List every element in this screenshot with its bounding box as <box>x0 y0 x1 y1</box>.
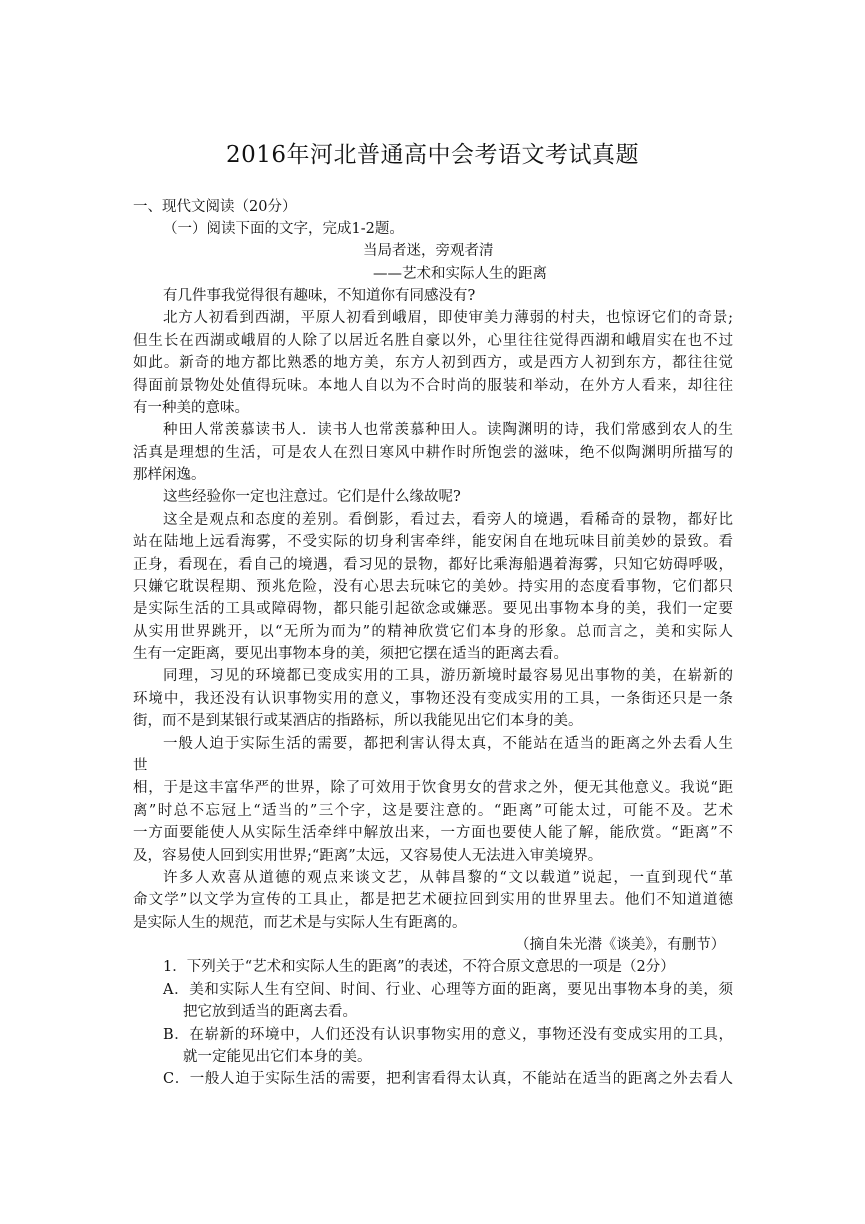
text-line: 这全是观点和态度的差别。看倒影，看过去，看旁人的境遇，看稀奇的景物，都好比 <box>163 512 733 528</box>
text-line: A．美和实际人生有空间、时间、行业、心理等方面的距离，要见出事物本身的美，须 <box>163 982 733 998</box>
text-line: 1．下列关于“艺术和实际人生的距离”的表述，不符合原文意思的一项是（2分） <box>163 959 675 975</box>
text-line: 就一定能见出它们本身的美。 <box>183 1049 372 1065</box>
instruction: （一）阅读下面的文字，完成1-2题。 <box>163 221 404 237</box>
text-line: 活真是理想的生活，可是农人在烈日寒风中耕作时所饱尝的滋味，绝不似陶渊明所描写的 <box>133 445 733 461</box>
text-line: 环境中，我还没有认识事物实用的意义，事物还没有变成实用的工具，一条街还只是一条 <box>133 691 733 707</box>
text-line: 但生长在西湖或峨眉的人除了以居近名胜自豪以外，心里往往觉得西湖和峨眉实在也不过 <box>133 333 733 349</box>
text-line: 得面前景物处处值得玩味。本地人自以为不合时尚的服装和举动，在外方人看来，却往往 <box>133 378 733 394</box>
text-line: 世 <box>133 758 148 774</box>
text-line: 北方人初看到西湖，平原人初看到峨眉，即使审美力薄弱的村夫，也惊讶它们的奇景; <box>163 310 733 326</box>
text-line: B．在崭新的环境中，人们还没有认识事物实用的意义，事物还没有变成实用的工具， <box>163 1027 733 1043</box>
text-line: 一般人迫于实际生活的需要，都把利害认得太真，不能站在适当的距离之外去看人生 <box>163 736 733 752</box>
text-line: 是实际生活的工具或障碍物，都只能引起欲念或嫌恶。要见出事物本身的美，我们一定要 <box>133 601 733 617</box>
text-line: 街，而不是到某银行或某酒店的指路标，所以我能见出它们本身的美。 <box>133 713 583 729</box>
text-line: 把它放到适当的距离去看。 <box>183 1004 357 1020</box>
text-line: 有几件事我觉得很有趣味，不知道你有同感没有? <box>163 288 476 304</box>
text-line: C．一般人迫于实际生活的需要，把利害看得太认真，不能站在适当的距离之外去看人 <box>163 1071 733 1087</box>
source-citation: （摘自朱光潜《谈美》，有删节） <box>515 937 726 953</box>
passage-title: 当局者迷，旁观者清 <box>363 243 494 259</box>
text-line: 离”时总不忘冠上“适当的”三个字，这是要注意的。“距离”可能太过，可能不及。艺术 <box>133 803 733 819</box>
text-line: 相，于是这丰富华严的世界，除了可效用于饮食男女的营求之外，便无其他意义。我说“距 <box>133 780 733 796</box>
text-line: 有一种美的意味。 <box>133 400 249 416</box>
text-line: 命文学”以文学为宣传的工具止，都是把艺术硬拉回到实用的世界里去。他们不知道道德 <box>133 892 733 908</box>
passage-subtitle: ——艺术和实际人生的距离 <box>373 266 547 282</box>
text-line: 从实用世界跳开，以“无所为而为”的精神欣赏它们本身的形象。总而言之，美和实际人 <box>133 624 733 640</box>
page-title: 2016年河北普通高中会考语文考试真题 <box>225 142 640 168</box>
text-line: 正身，看现在，看自己的境遇，看习见的景物，都好比乘海船遇着海雾，只知它妨碍呼吸， <box>133 557 733 573</box>
text-line: 这些经验你一定也注意过。它们是什么缘故呢? <box>163 489 461 505</box>
text-line: 种田人常羡慕读书人．读书人也常羡慕种田人。读陶渊明的诗，我们常感到农人的生 <box>163 422 733 438</box>
text-line: 许多人欢喜从道德的观点来谈文艺，从韩昌黎的“文以载道”说起，一直到现代“革 <box>163 870 733 886</box>
text-line: 如此。新奇的地方都比熟悉的地方美，东方人初到西方，或是西方人初到东方，都往往觉 <box>133 355 733 371</box>
text-line: 那样闲逸。 <box>133 467 206 483</box>
section-heading: 一、现代文阅读（20分） <box>133 199 297 215</box>
text-line: 同理，习见的环境都已变成实用的工具，游历新境时最容易见出事物的美，在崭新的 <box>163 668 733 684</box>
text-line: 只嫌它耽误程期、预兆危险，没有心思去玩味它的美妙。持实用的态度看事物，它们都只 <box>133 579 733 595</box>
text-line: 是实际人生的规范，而艺术是与实际人生有距离的。 <box>133 915 467 931</box>
text-line: 及，容易使人回到实用世界;“距离”太远，又容易使人无法进入审美境界。 <box>133 848 603 864</box>
text-line: 生有一定距离，要见出事物本身的美，须把它摆在适当的距离去看。 <box>133 646 568 662</box>
text-line: 一方面要能使人从实际生活牵绊中解放出来，一方面也要使人能了解，能欣赏。“距离”不 <box>133 825 733 841</box>
text-line: 站在陆地上远看海雾，不受实际的切身利害牵绊，能安闲自在地玩味目前美妙的景致。看 <box>133 534 733 550</box>
